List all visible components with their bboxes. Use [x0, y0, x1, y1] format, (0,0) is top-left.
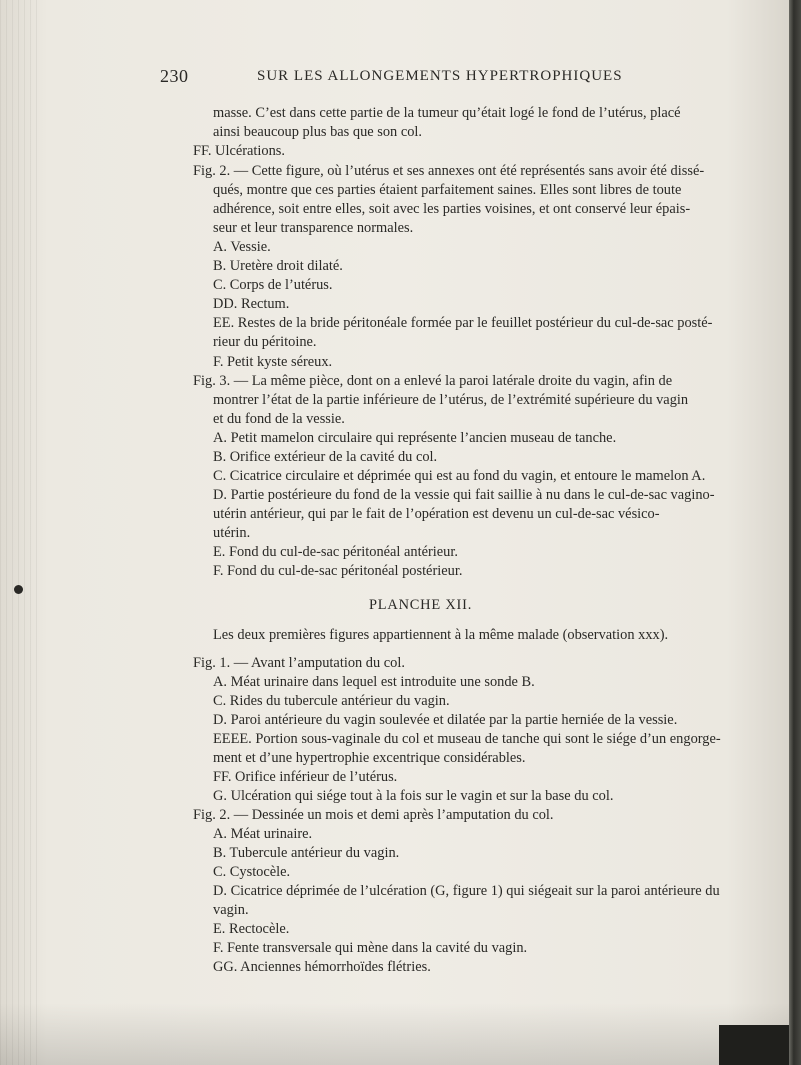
text-line: ment et d’une hypertrophie excentrique considérables.: [213, 750, 526, 766]
text-line: B. Uretère droit dilaté.: [213, 258, 343, 274]
page-gutter: [0, 0, 40, 1065]
text-line: C. Corps de l’utérus.: [213, 277, 333, 293]
text-line: D. Cicatrice déprimée de l’ulcération (G, figure 1) qui siégeait sur la paroi antérieure du: [213, 883, 720, 899]
text-line: utérin.: [213, 525, 251, 541]
text-line: B. Tubercule antérieur du vagin.: [213, 845, 400, 861]
text-line: montrer l’état de la partie inférieure de l’utérus, de l’extrémité supérieure du vagin: [213, 392, 689, 408]
text-line: G. Ulcération qui siége tout à la fois sur le vagin et sur la base du col.: [213, 788, 614, 804]
page-bottom-shadow: [0, 1003, 790, 1065]
text-line: qués, montre que ces parties étaient parfaitement saines. Elles sont libres de toute: [213, 182, 682, 198]
text-line: C. Cicatrice circulaire et déprimée qui est au fond du vagin, et entoure le mamelon A.: [213, 468, 706, 484]
page-number: 230: [160, 66, 189, 86]
text-line: F. Petit kyste séreux.: [213, 354, 333, 370]
text-line: seur et leur transparence normales.: [213, 220, 414, 236]
text-line: et du fond de la vessie.: [213, 411, 345, 427]
text-line: A. Vessie.: [213, 239, 271, 255]
text-line: E. Rectocèle.: [213, 921, 290, 937]
text-line: FF. Ulcérations.: [193, 143, 285, 159]
text-line: Fig. 3. — La même pièce, dont on a enlevé la paroi latérale droite du vagin, afin de: [193, 373, 673, 389]
text-line: Fig. 2. — Cette figure, où l’utérus et ses annexes ont été représentés sans avoir été dissé-: [193, 163, 705, 179]
binding-edge: [789, 0, 801, 1065]
text-line: masse. C’est dans cette partie de la tumeur qu’était logé le fond de l’utérus, placé: [213, 105, 681, 121]
text-line: vagin.: [213, 902, 249, 918]
plate-heading: PLANCHE XII.: [369, 597, 473, 613]
text-line: F. Fente transversale qui mène dans la cavité du vagin.: [213, 940, 528, 956]
text-line: DD. Rectum.: [213, 296, 290, 312]
text-line: adhérence, soit entre elles, soit avec les parties voisines, et ont conservé leur épais-: [213, 201, 691, 217]
text-line: D. Paroi antérieure du vagin soulevée et dilatée par la partie herniée de la vessie.: [213, 712, 678, 728]
text-line: A. Méat urinaire dans lequel est introduite une sonde B.: [213, 674, 535, 690]
text-line: FF. Orifice inférieur de l’utérus.: [213, 769, 398, 785]
text-line: D. Partie postérieure du fond de la vessie qui fait saillie à nu dans le cul-de-sac vagino-: [213, 487, 715, 503]
text-line: Les deux premières figures appartiennent à la même malade (observation xxx).: [213, 627, 669, 643]
text-line: Fig. 1. — Avant l’amputation du col.: [193, 655, 405, 671]
text-line: EEEE. Portion sous-vaginale du col et museau de tanche qui sont le siége d’un engorge-: [213, 731, 721, 747]
running-title: SUR LES ALLONGEMENTS HYPERTROPHIQUES: [257, 68, 623, 84]
scan-corner: [719, 1025, 789, 1065]
text-line: ainsi beaucoup plus bas que son col.: [213, 124, 423, 140]
text-line: EE. Restes de la bride péritonéale formée par le feuillet postérieur du cul-de-sac posté-: [213, 315, 713, 331]
text-line: A. Méat urinaire.: [213, 826, 313, 842]
text-line: E. Fond du cul-de-sac péritonéal antérieur.: [213, 544, 458, 560]
text-line: utérin antérieur, qui par le fait de l’opération est devenu un cul-de-sac vésico-: [213, 506, 660, 522]
text-line: A. Petit mamelon circulaire qui représente l’ancien museau de tanche.: [213, 430, 617, 446]
text-line: Fig. 2. — Dessinée un mois et demi après l’amputation du col.: [193, 807, 554, 823]
text-line: B. Orifice extérieur de la cavité du col.: [213, 449, 438, 465]
page-header: [0, 66, 790, 86]
margin-dot: [14, 585, 23, 594]
text-line: C. Cystocèle.: [213, 864, 291, 880]
text-line: rieur du péritoine.: [213, 334, 317, 350]
text-line: F. Fond du cul-de-sac péritonéal postérieur.: [213, 563, 463, 579]
text-line: C. Rides du tubercule antérieur du vagin.: [213, 693, 450, 709]
text-line: GG. Anciennes hémorrhoïdes flétries.: [213, 959, 431, 975]
